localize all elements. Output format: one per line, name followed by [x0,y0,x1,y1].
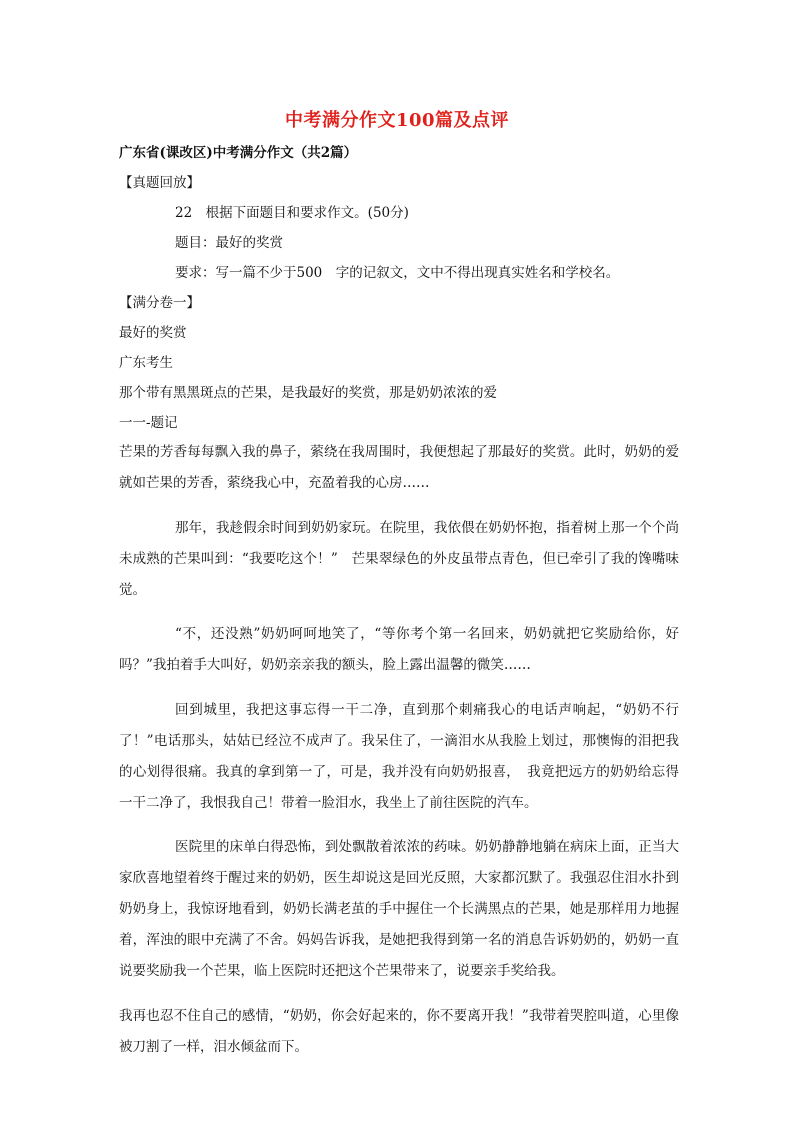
paragraph: 那年，我趁假余时间到奶奶家玩。在院里，我依偎在奶奶怀抱，指着树上那一个个尚未成熟的芒果叫到：“我要吃这个！” 芒果翠绿色的外皮虽带点青色，但已牵引了我的馋嘴味觉。 [119,519,679,598]
paragraph: “不，还没熟”奶奶呵呵地笑了，“等你考个第一名回来，奶奶就把它奖励给你，好吗？”我拍着手大叫好，奶奶亲亲我的额头，脸上露出温馨的微笑…… [119,626,679,673]
document-body [119,144,679,1065]
paragraph: 我再也忍不住自己的感情，“奶奶，你会好起来的，你不要离开我！”我带着哭腔叫道，心里像被刀割了一样，泪水倾盆而下。 [119,1007,679,1055]
paragraph: 回到城里，我把这事忘得一干二净，直到那个刺痛我心的电话声响起，“奶奶不行了！”电话那头，姑姑已经泣不成声了。我呆住了，一滴泪水从我脸上划过，那懊悔的泪把我的心划得很痛。我真的拿到第一了，可是，我并没有向奶奶报喜， 我竟把远方的奶奶给忘得一干二净了，我恨我自己！带着一脸泪水，我坐上了前往医院的汽车。 [119,701,679,811]
section-heading-essay: 【满分卷一】 [119,295,200,311]
prompt-line-2: 题目：最好的奖赏 [175,235,283,251]
epigraph: 那个带有黑黑斑点的芒果，是我最好的奖赏，那是奶奶浓浓的爱 [119,385,497,401]
document-title: 中考满分作文100篇及点评 [284,110,510,131]
prompt-line-1: 22 根据下面题目和要求作文。(50分) [175,205,409,221]
subtitle: 广东省(课改区)中考满分作文（共2篇） [119,145,358,161]
paragraph: 医院里的床单白得恐怖，到处飘散着浓浓的药味。奶奶静静地躺在病床上面，正当大家欣喜地望着终于醒过来的奶奶，医生却说这是回光反照，大家都沉默了。我强忍住泪水扑到奶奶身上，我惊讶地看到，奶奶长满老茧的手中握住一个长满黑点的芒果，她是那样用力地握着，浑浊的眼中充满了不舍。妈妈告诉我，是她把我得到第一名的消息告诉奶奶的，奶奶一直说要奖励我一个芒果，临上医院时还把这个芒果带来了，说要亲手奖给我。 [119,839,679,979]
essay-author: 广东考生 [119,355,173,371]
epigraph-signature: 一一-题记 [119,415,178,431]
paragraph: 芒果的芳香每每飘入我的鼻子，萦绕在我周围时，我便想起了那最好的奖赏。此时，奶奶的爱就如芒果的芳香，萦绕我心中，充盈着我的心房…… [119,444,679,491]
prompt-line-3: 要求：写一篇不少于500 字的记叙文，文中不得出现真实姓名和学校名。 [175,265,620,281]
essay-title: 最好的奖赏 [119,325,187,341]
section-heading-review: 【真题回放】 [119,175,200,191]
